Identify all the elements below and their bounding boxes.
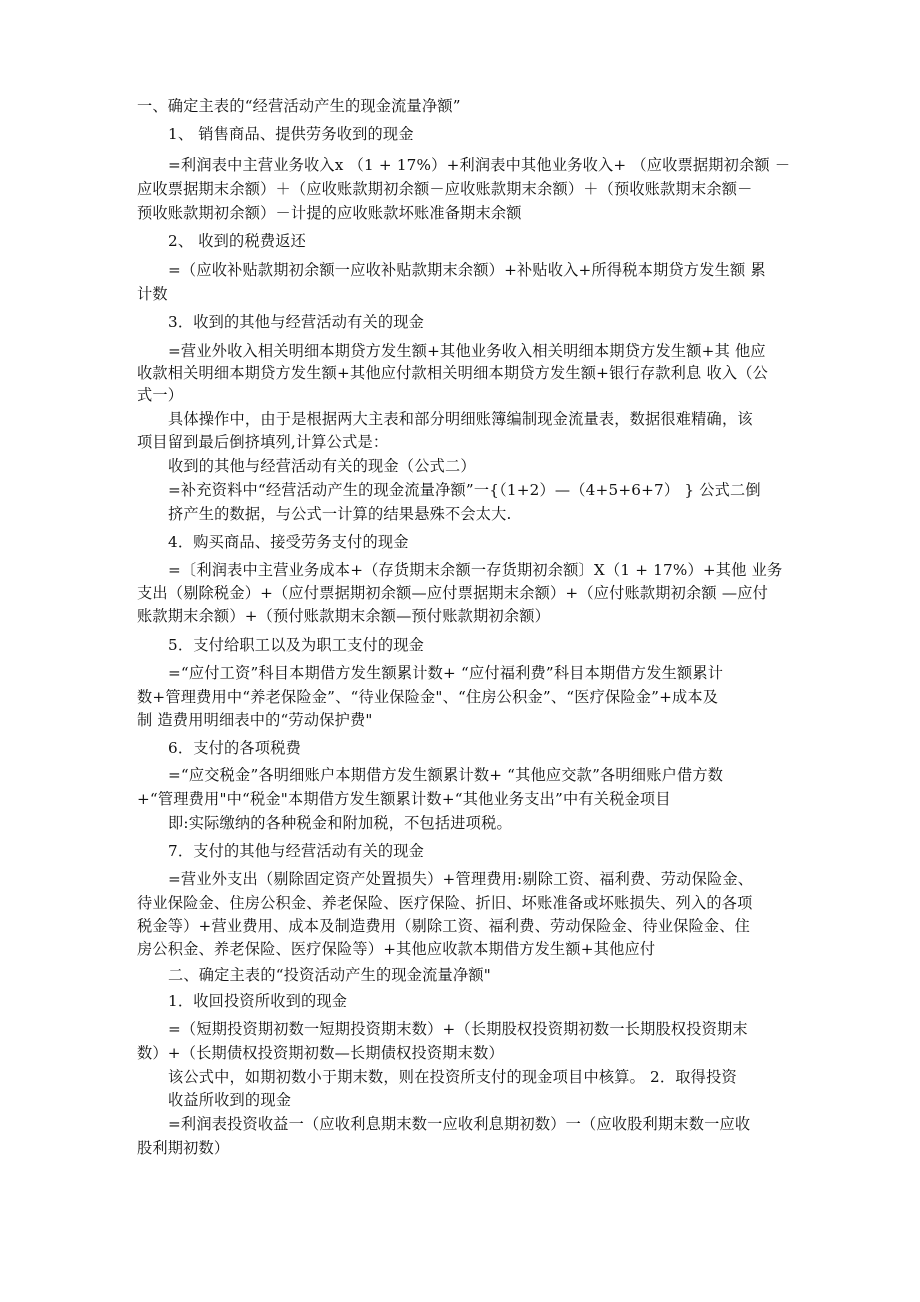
formula-line: =利润表中主营业务收入x （1 + 17%）+利润表中其他业务收入+ （应收票据期初余额 － — [168, 156, 791, 174]
formula-line: 预收账款期初余额）－计提的应收账款坏账准备期末余额 — [137, 204, 522, 222]
heading-section-2: 二、确定主表的“投资活动产生的现金流量净额" — [168, 966, 491, 984]
item-heading-3: 3．收到的其他与经营活动有关的现金 — [168, 313, 425, 331]
formula-line: =（短期投资期初数一短期投资期末数）+（长期股权投资期初数一长期股权投资期末 — [168, 1020, 748, 1038]
formula-line: 账款期末余额）+（预付账款期末余额—预付账款期初余额） — [137, 607, 551, 625]
item-heading-1: 1．收回投资所收到的现金 — [168, 992, 348, 1010]
formula-line: =〔利润表中主营业务成本+（存货期末余额一存货期初余额〕X（1 + 17%）+其他 业务 — [168, 561, 783, 579]
formula-line: 数）+（长期债权投资期初数—长期债权投资期末数） — [137, 1044, 504, 1062]
formula-line: =“应交税金”各明细账户本期借方发生额累计数+ “其他应交款”各明细账户借方数 — [168, 766, 724, 784]
formula-line: 待业保险金、住房公积金、养老保险、医疗保险、折旧、坏账准备或坏账损失、列入的各项 — [137, 894, 753, 912]
item-heading-1: 1、 销售商品、提供劳务收到的现金 — [168, 125, 414, 143]
formula-line: =营业外收入相关明细本期贷方发生额+其他业务收入相关明细本期贷方发生额+其 他应 — [168, 342, 766, 360]
item-heading-2: 2、 收到的税费返还 — [168, 232, 306, 250]
paragraph-line: 收益所收到的现金 — [168, 1091, 292, 1109]
paragraph-line: 即:实际缴纳的各种税金和附加税，不包括进项税。 — [168, 814, 512, 832]
paragraph-line: 项目留到最后倒挤填列,计算公式是： — [137, 433, 389, 451]
heading-section-1: 一、确定主表的“经营活动产生的现金流量净额” — [137, 97, 461, 115]
item-heading-4: 4．购买商品、接受劳务支付的现金 — [168, 533, 409, 551]
item-heading-6: 6．支付的各项税费 — [168, 739, 301, 757]
formula-line: 应收票据期末余额）＋（应收账款期初余额－应收账款期末余额）＋（预收账款期末余额－ — [137, 180, 753, 198]
formula-line: 制 造费用明细表中的“劳动保护费" — [137, 711, 373, 729]
item-heading-7: 7．支付的其他与经营活动有关的现金 — [168, 842, 425, 860]
formula-line: 挤产生的数据，与公式一计算的结果悬殊不会太大. — [168, 505, 512, 523]
formula-line: 计数 — [137, 285, 168, 303]
formula-line: 股利期初数） — [137, 1139, 230, 1157]
formula-line: =补充资料中“经营活动产生的现金流量净额”一{（1+2）—（4+5+6+7） } 公式二倒 — [168, 481, 761, 499]
formula-line: 税金等）+营业费用、成本及制造费用（剔除工资、福利费、劳动保险金、待业保险金、住 — [137, 917, 751, 935]
formula-line: 数+管理费用中“养老保险金”、“待业保险金"、“住房公积金”、“医疗保险金”+成本及 — [137, 688, 719, 706]
paragraph-line: 该公式中，如期初数小于期末数，则在投资所支付的现金项目中核算。 2．取得投资 — [168, 1068, 737, 1086]
item-heading-5: 5．支付给职工以及为职工支付的现金 — [168, 636, 425, 654]
formula-line: +“管理费用"中“税金"本期借方发生额累计数+“其他业务支出”中有关税金项目 — [137, 790, 671, 808]
formula-line: =（应收补贴款期初余额一应收补贴款期末余额）+补贴收入+所得税本期贷方发生额 累 — [168, 261, 766, 279]
paragraph-line: 收到的其他与经营活动有关的现金（公式二） — [168, 457, 476, 475]
formula-line: 式一） — [137, 386, 184, 404]
formula-line: =营业外支出（剔除固定资产处置损失）+管理费用:剔除工资、福利费、劳动保险金、 — [168, 870, 754, 888]
formula-line: 房公积金、养老保险、医疗保险等）+其他应收款本期借方发生额+其他应付 — [137, 940, 656, 958]
formula-line: 收款相关明细本期贷方发生额+其他应付款相关明细本期贷方发生额+银行存款利息 收入（公 — [137, 364, 768, 382]
formula-line: =利润表投资收益一（应收利息期末数一应收利息期初数）一（应收股利期末数一应收 — [168, 1115, 751, 1133]
formula-line: 支出（剔除税金）+（应付票据期初余额—应付票据期末余额）+（应付账款期初余额 —应付 — [137, 584, 768, 602]
formula-line: =“应付工资”科目本期借方发生额累计数+ “应付福利费”科目本期借方发生额累计 — [168, 664, 724, 682]
paragraph-line: 具体操作中，由于是根据两大主表和部分明细账簿编制现金流量表，数据很难精确，该 — [168, 410, 753, 428]
